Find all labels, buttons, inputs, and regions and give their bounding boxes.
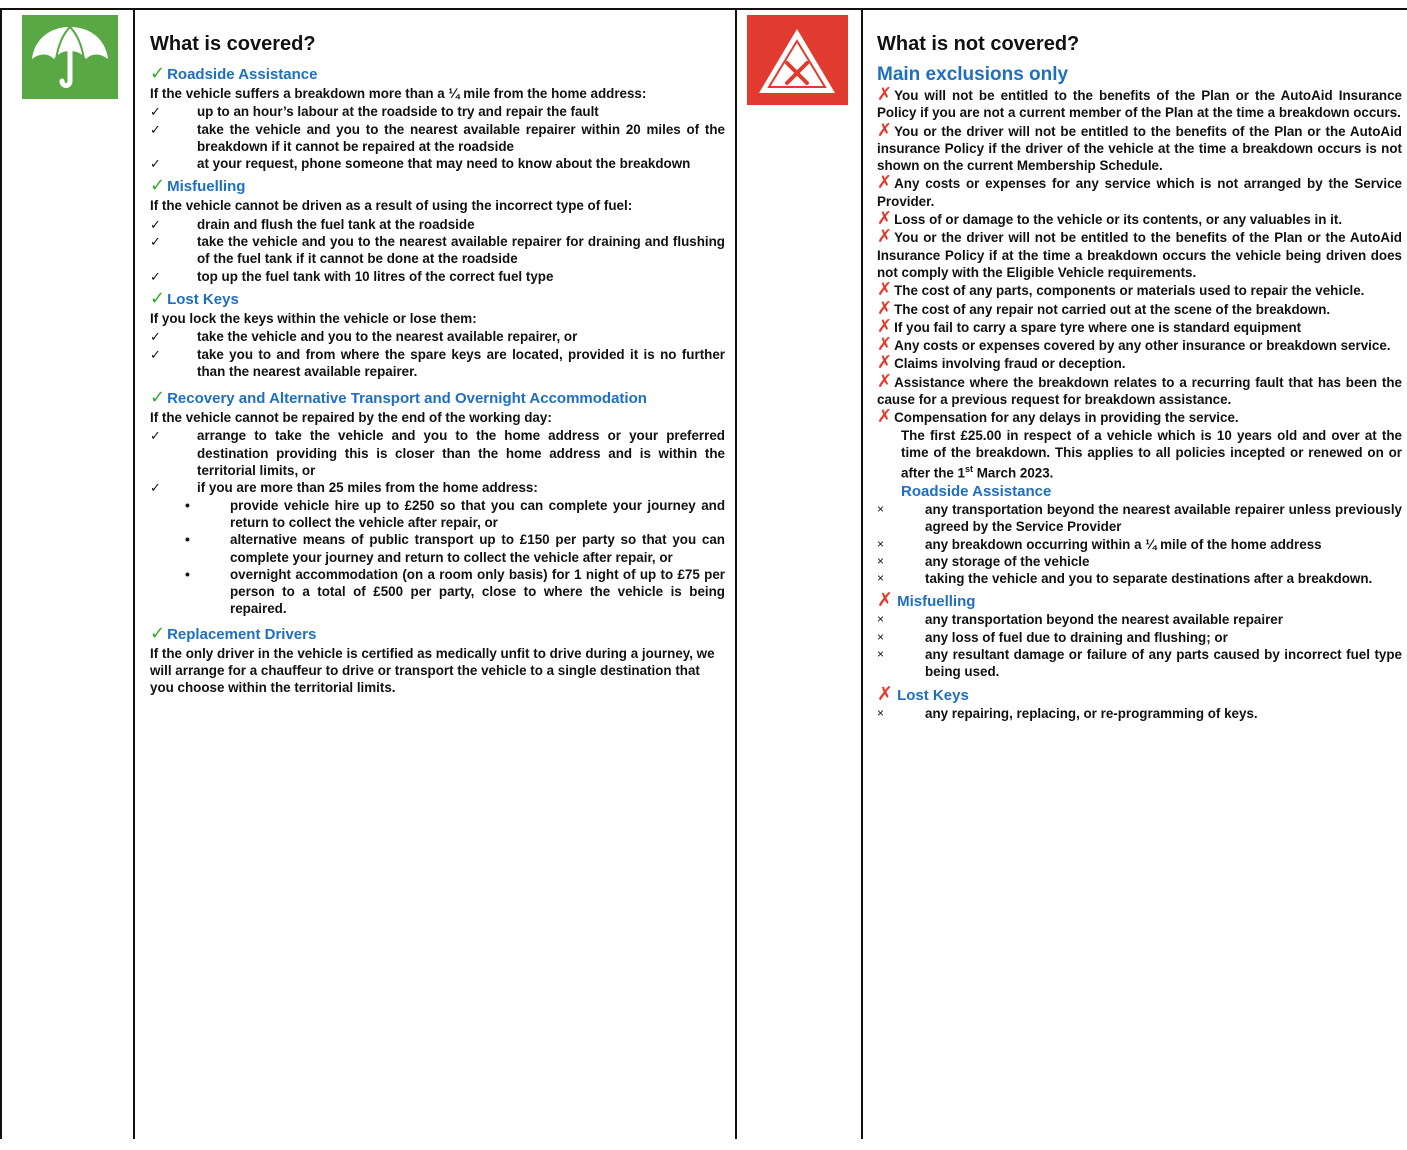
list-item: × any transportation beyond the nearest available repairer unless previously agreed by the Service Provider: [877, 501, 1402, 536]
cross-icon: ✗: [877, 172, 893, 193]
cross-icon: ✗: [877, 370, 893, 391]
exclusion-item: ✗ You will not be entitled to the benefits of the Plan or the AutoAid Insurance Policy if you are not a current member of the Plan at the time a breakdown occurs.: [877, 84, 1402, 121]
list-item: ✓ drain and flush the fuel tank at the roadside: [150, 216, 725, 233]
check-icon: ✓: [150, 622, 166, 643]
not-covered-column: [877, 32, 1402, 722]
list-item: • overnight accommodation (on a room only basis) for 1 night of up to £75 per person to a total of £500 per party, close to where the vehicle is being repaired.: [230, 566, 725, 618]
cross-icon: ✗: [877, 279, 893, 300]
cross-icon: ✗: [877, 208, 893, 229]
misfuelling-exclusion-list: [877, 611, 1402, 680]
lostkeys-exclusion-list: [877, 705, 1402, 722]
check-icon: ✓: [150, 287, 166, 308]
check-icon: ✓: [150, 387, 166, 408]
roadside-exclusion-list: [877, 501, 1402, 587]
check-list: [150, 427, 725, 496]
list-item: × any loss of fuel due to draining and flushing; or: [877, 629, 1402, 646]
section-heading: ✓ Roadside Assistance: [150, 63, 318, 83]
section-heading: ✓ Lost Keys: [150, 287, 239, 308]
section-heading: ✓ Misfuelling: [150, 175, 246, 196]
exclusion-item: ✗ Assistance where the breakdown relates to a recurring fault that has been the cause for a previous request for breakdown assistance.: [877, 370, 1402, 408]
check-list: [150, 328, 725, 380]
divider-left-icon: [133, 8, 135, 1139]
list-item: • provide vehicle hire up to £250 so that you can complete your journey and return to collect the vehicle after repair, or: [230, 497, 725, 532]
cross-icon: ✗: [877, 119, 893, 140]
list-item: × any resultant damage or failure of any parts caused by incorrect fuel type being used.: [877, 646, 1402, 681]
divider-middle: [735, 8, 737, 1139]
list-item: ✓ top up the fuel tank with 10 litres of the correct fuel type: [150, 268, 725, 285]
cross-icon: ✗: [877, 406, 893, 427]
section-intro: If the vehicle cannot be repaired by the end of the working day:: [150, 410, 552, 426]
exclusion-item: ✗ Compensation for any delays in providing the service.: [877, 406, 1239, 427]
bullet-list: [150, 497, 725, 618]
exclusion-item: ✗ You or the driver will not be entitled to the benefits of the Plan or the AutoAid insurance Policy if the driver of the vehicle at the time a breakdown occurs is not shown on the current Membership Schedule.: [877, 119, 1402, 174]
section-text: If the only driver in the vehicle is certified as medically unfit to drive during a journey, we will arrange for a chauffeur to drive or transport the vehicle to a single destination that you choose within the territorial limits.: [150, 645, 715, 696]
cross-icon: ✗: [877, 334, 893, 355]
list-item: ✓ take the vehicle and you to the nearest available repairer for draining and flushing of the fuel tank if it cannot be done at the roadside: [150, 233, 725, 268]
section-heading: ✓ Recovery and Alternative Transport and Overnight Accommodation: [150, 387, 647, 408]
exclusion-item: ✗ Loss of or damage to the vehicle or its contents, or any valuables in it.: [877, 208, 1343, 229]
list-item: ✓ take you to and from where the spare keys are located, provided it is no further than the nearest available repairer.: [150, 346, 725, 381]
exclusion-item: ✗ The cost of any repair not carried out at the scene of the breakdown.: [877, 297, 1331, 318]
warning-icon: [747, 15, 848, 105]
list-item: ✓ at your request, phone someone that may need to know about the breakdown: [150, 155, 725, 172]
exclusion-item: The first £25.00 in respect of a vehicle which is 10 years old and over at the time of the breakdown. This applies to all policies incepted or renewed on or after the 1st March 2023.: [901, 427, 1402, 481]
list-item: ✓ if you are more than 25 miles from the home address:: [150, 479, 725, 496]
cross-icon: ✗: [877, 84, 893, 104]
exclusion-item: ✗ Any costs or expenses covered by any other insurance or breakdown service.: [877, 334, 1391, 355]
cross-icon: ✗: [877, 315, 893, 336]
list-item: ✓ up to an hour’s labour at the roadside to try and repair the fault: [150, 103, 725, 120]
exclusion-item: ✗ If you fail to carry a spare tyre where one is standard equipment: [877, 315, 1302, 336]
umbrella-icon: [22, 15, 118, 99]
exclusion-item: ✗ Claims involving fraud or deception.: [877, 352, 1126, 373]
exclusions-subtitle: Main exclusions only: [877, 64, 1069, 85]
list-item: × any repairing, replacing, or re-programming of keys.: [877, 705, 1402, 722]
divider-left-edge: [0, 8, 2, 1139]
check-icon: ✓: [150, 63, 166, 83]
cross-icon: ✗: [877, 352, 893, 373]
section-intro: If you lock the keys within the vehicle or lose them:: [150, 310, 477, 326]
check-list: [150, 216, 725, 285]
exclusion-item: ✗ You or the driver will not be entitled to the benefits of the Plan or the AutoAid Insurance Policy if at the time a breakdown occurs the vehicle being driven does not comply with the Eligible Vehicle requirements.: [877, 226, 1402, 280]
cross-icon: ✗: [877, 297, 893, 318]
not-covered-title: What is not covered?: [877, 33, 1080, 55]
section-intro: If the vehicle suffers a breakdown more than a ¼ mile from the home address:: [150, 86, 647, 101]
list-item: × any breakdown occurring within a ¼ mile of the home address: [877, 536, 1402, 553]
list-item: ✓ take the vehicle and you to the nearest available repairer, or: [150, 328, 725, 345]
list-item: ✓ take the vehicle and you to the nearest available repairer within 20 miles of the breakdown if it cannot be repaired at the roadside: [150, 121, 725, 156]
lostkeys-exclusions-heading: ✗ Lost Keys: [877, 683, 969, 705]
roadside-exclusions-heading: Roadside Assistance: [901, 483, 1052, 500]
check-list: [150, 103, 725, 172]
cross-icon: ✗: [877, 590, 893, 612]
section-heading: ✓ Replacement Drivers: [150, 622, 317, 643]
list-item: × any transportation beyond the nearest available repairer: [877, 611, 1402, 628]
list-item: × any storage of the vehicle: [877, 553, 1402, 570]
covered-column: [150, 32, 725, 698]
check-icon: ✓: [150, 175, 166, 196]
exclusion-item: ✗ Any costs or expenses for any service which is not arranged by the Service Provider.: [877, 172, 1402, 209]
list-item: • alternative means of public transport up to £150 per party so that you can complete your journey and return to collect the vehicle after repair, or: [230, 531, 725, 566]
list-item: × taking the vehicle and you to separate destinations after a breakdown.: [877, 570, 1402, 587]
cross-icon: ✗: [877, 226, 893, 247]
divider-right-icon: [861, 8, 863, 1139]
cross-icon: ✗: [877, 683, 893, 705]
section-intro: If the vehicle cannot be driven as a result of using the incorrect type of fuel:: [150, 198, 633, 214]
covered-title: What is covered?: [150, 33, 316, 55]
misfuelling-exclusions-heading: ✗ Misfuelling: [877, 590, 976, 612]
exclusion-item: ✗ The cost of any parts, components or materials used to repair the vehicle.: [877, 279, 1365, 300]
list-item: ✓ arrange to take the vehicle and you to the home address or your preferred destination providing this is closer than the home address and is within the territorial limits, or: [150, 427, 725, 479]
